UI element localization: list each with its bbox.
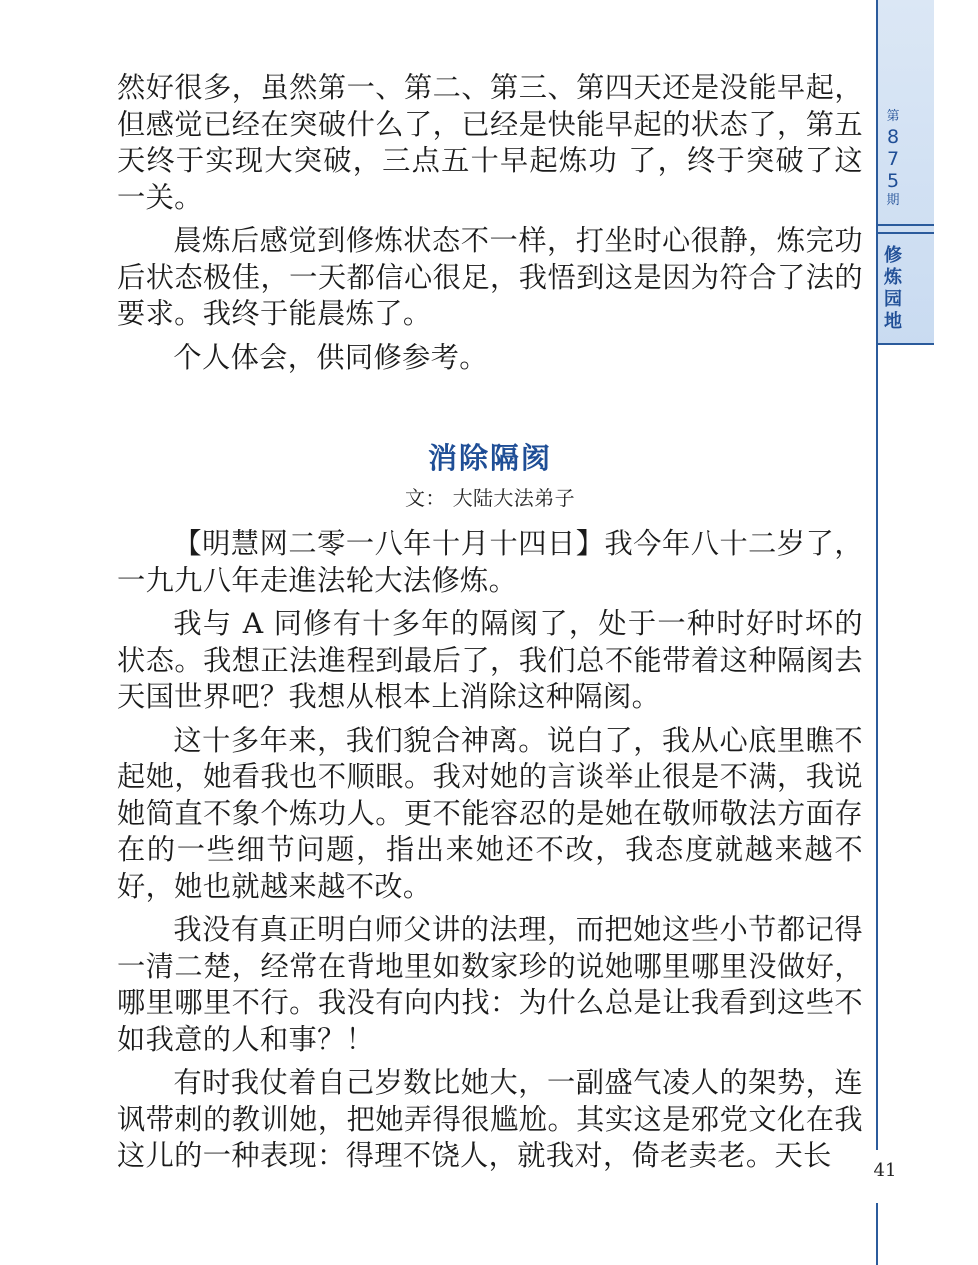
sidebar-divider: [878, 224, 934, 226]
sidebar-tab: [876, 0, 978, 1265]
paragraph: 我与 A 同修有十多年的隔阂了，处于一种时好时坏的状态。我想正法進程到最后了，我们总不能带着这种隔阂去天国世界吧？我想从根本上消除这种隔阂。: [117, 607, 863, 713]
issue-digit: 7: [886, 148, 900, 170]
column-name-char: 修: [884, 245, 902, 266]
article-byline: 文： 大陆大法弟子: [405, 486, 575, 510]
paragraph: 这十多年来，我们貌合神离。说白了，我从心底里瞧不起她，她看我也不顺眼。我对她的言谈举止很是不满，我说她简直不象个炼功人。更不能容忍的是她在敬师敬法方面存在的一些细节问题，指出来她还不改，我态度就越来越不好，她也就越来越不改。: [117, 723, 863, 903]
issue-prefix: 第: [886, 109, 900, 124]
column-name-char: 园: [884, 289, 902, 310]
paragraph: 然好很多，虽然第一、第二、第三、第四天还是没能早起，但感觉已经在突破什么了，已经是快能早起的状态了，第五天终于实现大突破，三点五十早起炼功 了，终于突破了这一关。: [117, 71, 863, 214]
column-name-char: 炼: [884, 267, 902, 288]
page-number: 41: [873, 1160, 897, 1181]
paragraph: 我没有真正明白师父讲的法理，而把她这些小节都记得一清二楚，经常在背地里如数家珍的说她哪里哪里没做好，哪里哪里不行。我没有向内找：为什么总是让我看到这些不如我意的人和事？！: [117, 913, 863, 1056]
paragraph: 晨炼后感觉到修炼状态不一样，打坐时心很静，炼完功后状态极佳，一天都信心很足，我悟到这是因为符合了法的要求。我终于能晨炼了。: [117, 224, 863, 330]
paragraph: 个人体会，供同修参考。: [173, 340, 488, 374]
column-name: [878, 245, 908, 333]
sidebar-divider: [878, 343, 934, 345]
page-content: [117, 70, 863, 1182]
article-title: 消除隔阂: [427, 441, 552, 475]
issue-digit: 5: [886, 170, 900, 192]
issue-digit: 8: [886, 126, 900, 148]
issue-suffix: 期: [886, 193, 900, 208]
sidebar-rule-bottom: [876, 1203, 878, 1265]
sidebar-divider: [878, 232, 934, 234]
paragraph: 【明慧网二零一八年十月十四日】我今年八十二岁了，一九九八年走進法轮大法修炼。: [117, 527, 863, 597]
paragraph: 有时我仗着自己岁数比她大，一副盛气凌人的架势，连讽带刺的教训她，把她弄得很尴尬。其实这是邪党文化在我这儿的一种表现：得理不饶人，就我对，倚老卖老。天长: [117, 1066, 863, 1172]
column-name-char: 地: [884, 311, 902, 332]
issue-label: [878, 108, 908, 210]
